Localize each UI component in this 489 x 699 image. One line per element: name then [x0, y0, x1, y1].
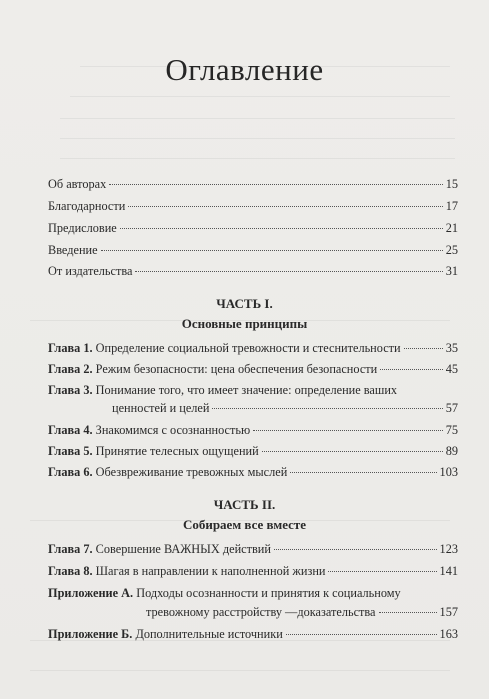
toc-entry-chapter-4[interactable] [48, 422, 458, 439]
toc-entry-from-publisher[interactable] [48, 263, 458, 280]
dot-leader [262, 450, 443, 452]
dot-leader [404, 347, 443, 349]
toc-entry-page: 45 [445, 362, 458, 376]
toc-entry-chapter-7[interactable] [48, 541, 458, 558]
toc-entry-foreword[interactable] [48, 220, 458, 237]
toc-entry-label: Предисловие [48, 221, 117, 235]
chapter-number: Глава 1. [48, 341, 93, 355]
chapter-title: Определение социальной тревожности и стеснительности [95, 341, 401, 355]
dot-leader [290, 471, 436, 473]
appendix-title: Дополнительные источники [135, 627, 283, 641]
part-2-heading: ЧАСТЬ II. [213, 497, 276, 512]
toc-entry-page: 89 [445, 444, 458, 458]
toc-entry-page: 21 [445, 221, 458, 235]
chapter-number: Глава 8. [48, 564, 93, 578]
dot-leader [274, 548, 437, 550]
toc-entry-label: Введение [48, 243, 98, 257]
chapter-title: Режим безопасности: цена обеспечения безопасности [95, 362, 378, 376]
chapter-number: Глава 6. [48, 465, 93, 479]
dot-leader [253, 429, 443, 431]
dot-leader [379, 611, 437, 613]
toc-entry-appendix-a-line-1[interactable] [48, 585, 401, 602]
toc-entry-page: 103 [439, 465, 458, 479]
dot-leader [120, 227, 443, 229]
dot-leader [109, 183, 442, 185]
chapter-title: Знакомимся с осознанностью [95, 423, 251, 437]
toc-entry-appendix-b[interactable] [48, 626, 458, 643]
toc-entry-label: Об авторах [48, 177, 107, 191]
part-2-subtitle: Собираем все вместе [182, 517, 307, 532]
dot-leader [212, 407, 442, 409]
toc-entry-page: 25 [445, 243, 458, 257]
toc-entry-page: 163 [439, 627, 458, 641]
page-title: Оглавление [165, 52, 324, 87]
chapter-number: Глава 4. [48, 423, 93, 437]
chapter-title: Понимание того, что имеет значение: определение ваших [95, 383, 398, 397]
toc-entry-page: 123 [439, 542, 458, 556]
chapter-title: Принятие телесных ощущений [95, 444, 259, 458]
toc-entry-chapter-5[interactable] [48, 443, 458, 460]
toc-entry-page: 57 [445, 401, 458, 415]
toc-entry-acknowledgments[interactable] [48, 198, 458, 215]
toc-entry-page: 17 [445, 199, 458, 213]
dot-leader [128, 205, 442, 207]
toc-entry-introduction[interactable] [48, 242, 458, 259]
part-1-heading: ЧАСТЬ I. [216, 296, 273, 311]
toc-entry-page: 15 [445, 177, 458, 191]
toc-entry-chapter-3-line-1[interactable] [48, 382, 397, 399]
dot-leader [135, 270, 442, 272]
toc-entry-label: От издательства [48, 264, 133, 278]
chapter-number: Глава 5. [48, 444, 93, 458]
chapter-number: Глава 7. [48, 542, 93, 556]
chapter-title: Шагая в направлении к наполненной жизни [95, 564, 326, 578]
chapter-title: Совершение ВАЖНЫХ действий [95, 542, 271, 556]
dot-leader [101, 249, 443, 251]
toc-entry-page: 35 [445, 341, 458, 355]
toc-entry-chapter-2[interactable] [48, 361, 458, 378]
toc-entry-page: 31 [445, 264, 458, 278]
toc-entry-chapter-1[interactable] [48, 340, 458, 357]
appendix-label: Приложение А. [48, 586, 134, 600]
toc-entry-about-authors[interactable] [48, 176, 458, 193]
chapter-title: Обезвреживание тревожных мыслей [95, 465, 288, 479]
part-1-subtitle: Основные принципы [181, 316, 308, 331]
toc-entry-chapter-6[interactable] [48, 464, 458, 481]
appendix-label: Приложение Б. [48, 627, 133, 641]
toc-entry-label: Благодарности [48, 199, 126, 213]
dot-leader [286, 633, 437, 635]
toc-entry-page: 141 [439, 564, 458, 578]
chapter-number: Глава 3. [48, 383, 93, 397]
dot-leader [380, 368, 442, 370]
appendix-title-continued: тревожному расстройству —доказательства [146, 605, 376, 619]
toc-entry-page: 157 [439, 605, 458, 619]
dot-leader [328, 570, 436, 572]
appendix-title: Подходы осознанности и принятия к социальному [136, 586, 401, 600]
toc-entry-chapter-3-line-2[interactable] [112, 400, 458, 417]
toc-entry-appendix-a-line-2[interactable] [146, 604, 458, 621]
toc-entry-page: 75 [445, 423, 458, 437]
toc-entry-chapter-8[interactable] [48, 563, 458, 580]
chapter-title-continued: ценностей и целей [112, 401, 210, 415]
chapter-number: Глава 2. [48, 362, 93, 376]
